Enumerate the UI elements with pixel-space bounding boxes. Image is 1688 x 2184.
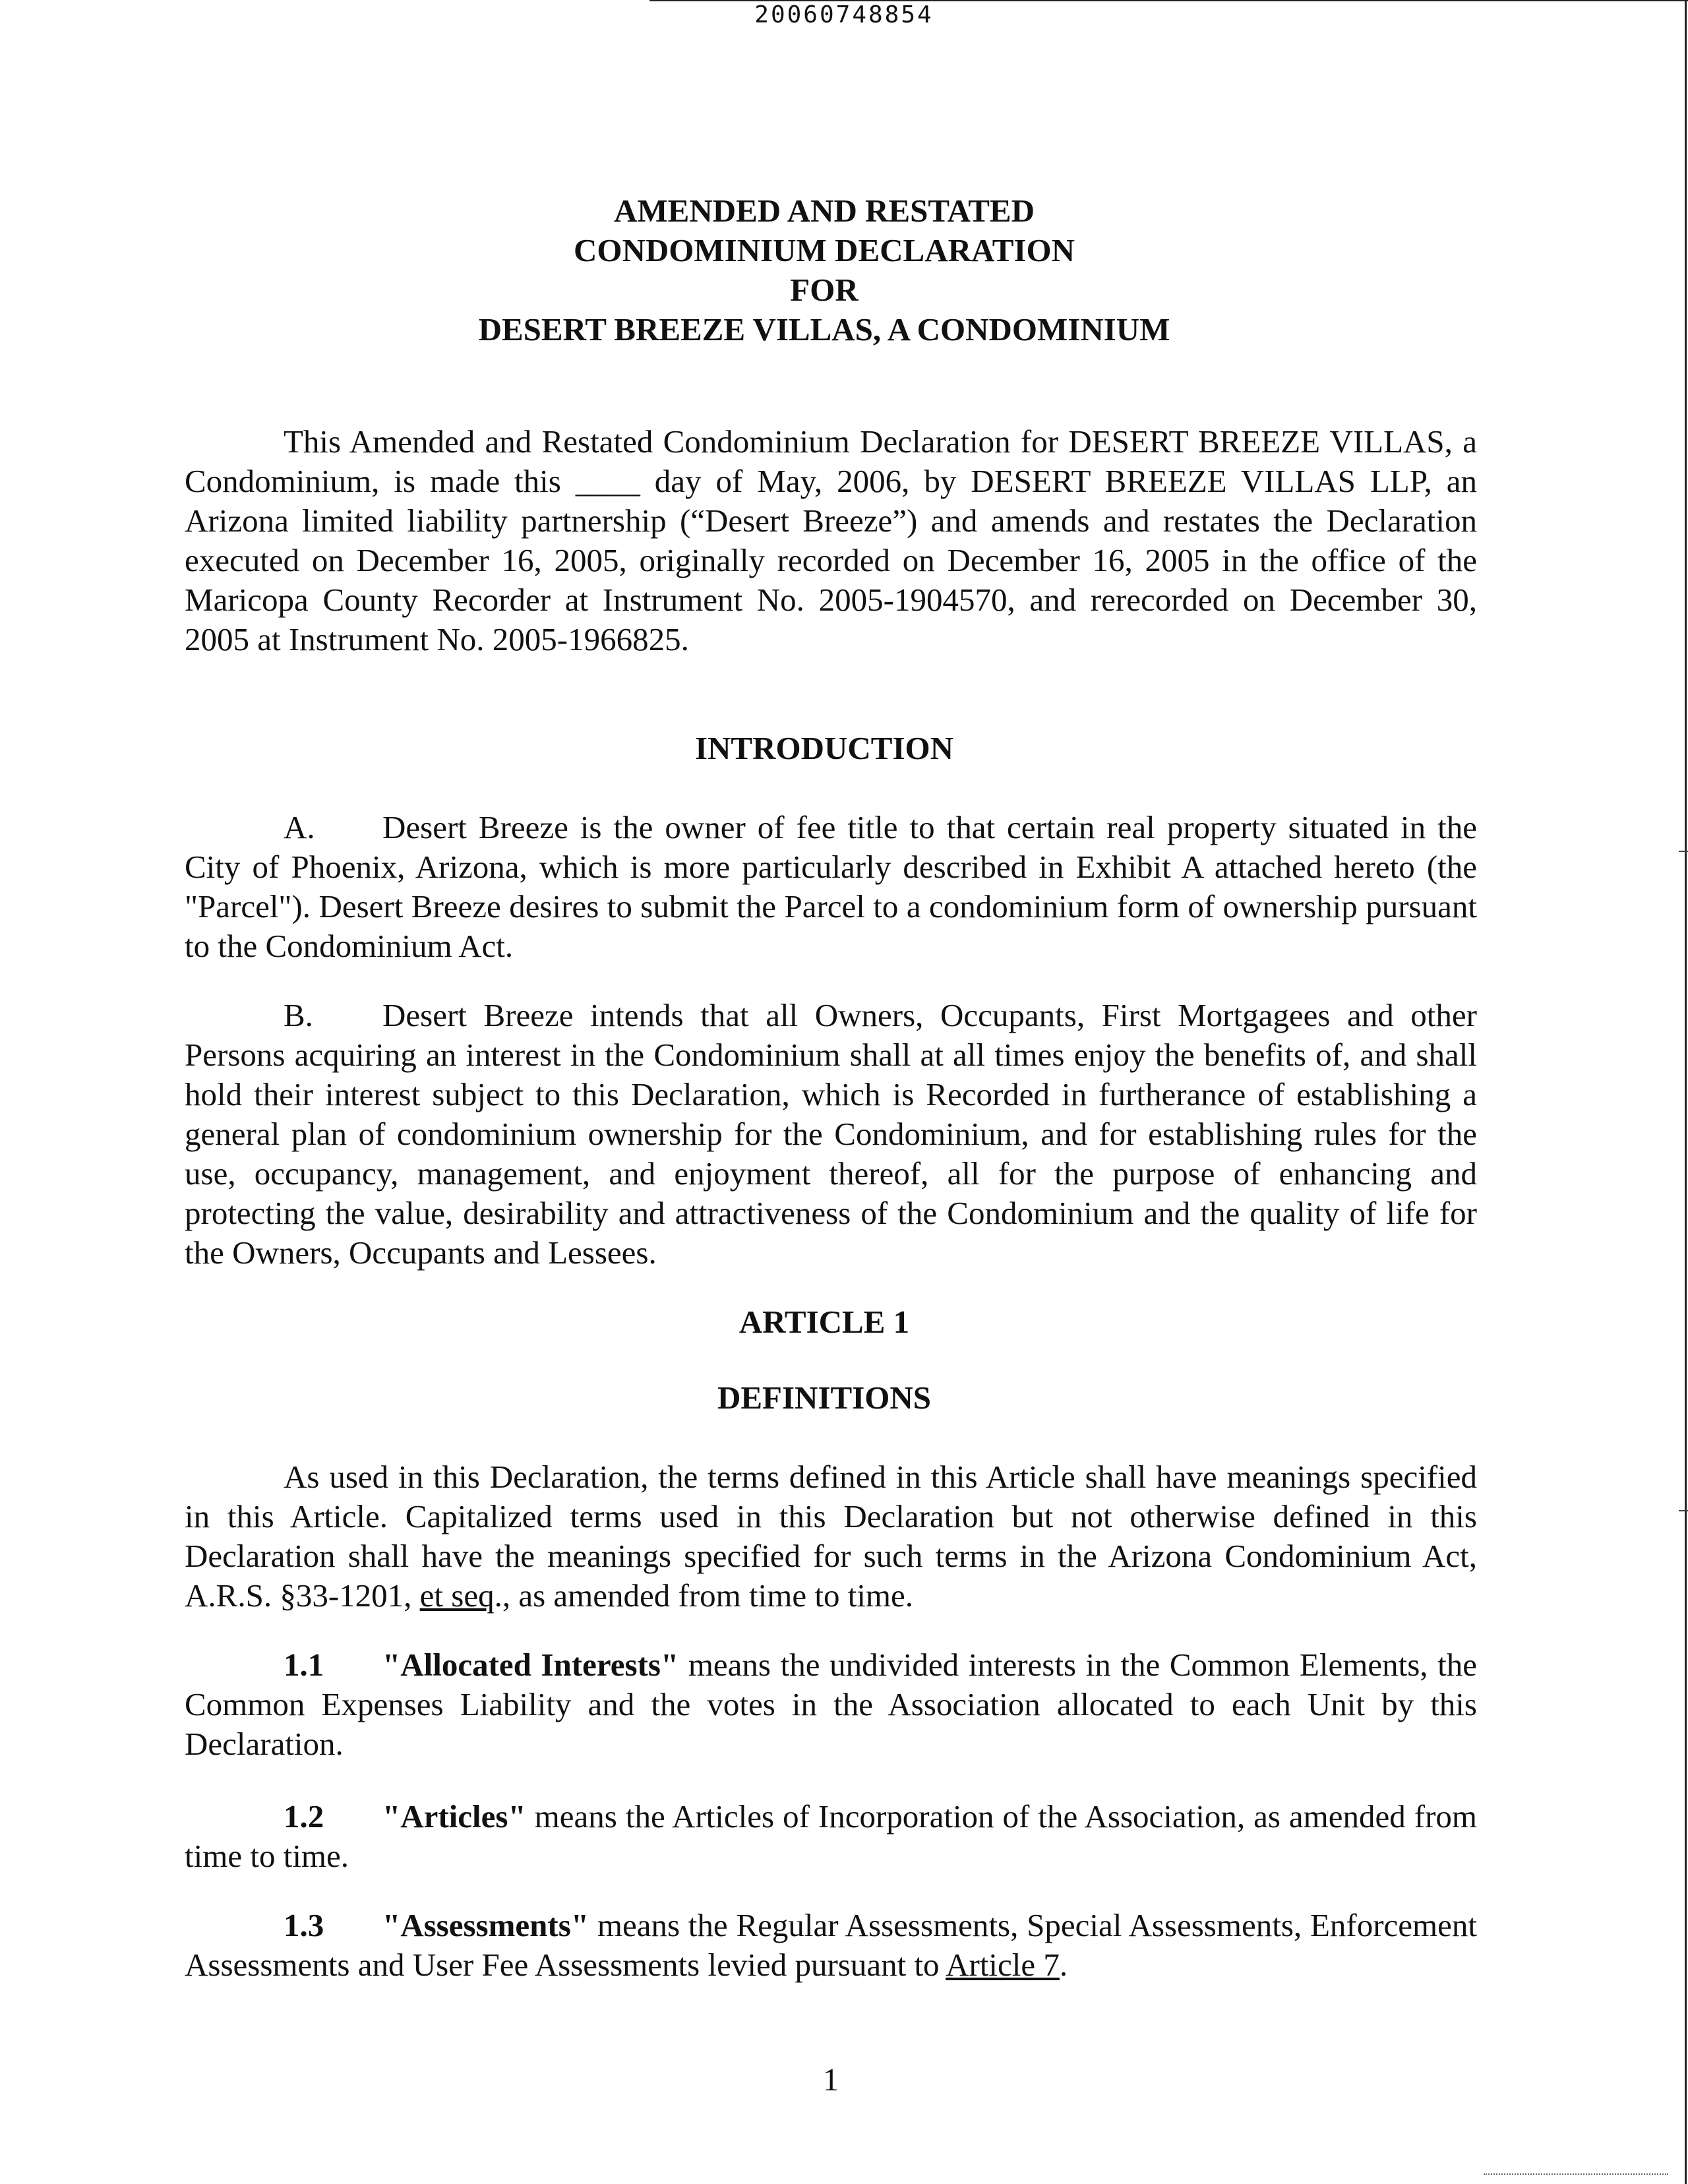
title-line: AMENDED AND RESTATED — [614, 193, 1035, 229]
page-right-border — [1685, 0, 1687, 2184]
introduction-heading: INTRODUCTION — [694, 730, 954, 766]
definition-number: 1.3 — [284, 1907, 324, 1943]
definition-end: . — [1059, 1947, 1068, 1983]
page-number: 1 — [822, 2061, 839, 2098]
definition-text: means the undivided interests in the Common Elements, the Common Expenses Liability and the votes in the Association allocated to each Unit by this Declaration. — [185, 1647, 1477, 1762]
paragraph-text: Desert Breeze is the owner of fee title to that certain real property situated in the City of Phoenix, Arizona, which is more particularly described in Exhibit A attached hereto (the "Parcel"). Desert Breeze desires to submit the Parcel to a condominium form of ownership pursuant to the Condominium Act. — [185, 809, 1477, 964]
article-subheading: DEFINITIONS — [717, 1380, 932, 1416]
definition-term: "Assessments" — [382, 1907, 589, 1943]
definition-text: means the Articles of Incorporation of the Association, as amended from time to time. — [185, 1798, 1477, 1874]
preamble-text: This Amended and Restated Condominium Declaration for DESERT BREEZE VILLAS, a Condominium, is made this ____ day of May, 2006, by DESERT BREEZE VILLAS LLP, an Arizona limited liability partnership (“Desert Breeze”) and amends and restates the Declaration executed on December 16, 2005, originally recorded on December 16, 2005 in the office of the Maricopa County Recorder at Instrument No. 2005-1904570, and rerecorded on December 30, 2005 at Instrument No. 2005-1966825. — [185, 423, 1477, 657]
margin-tick — [1679, 851, 1688, 852]
title-line: DESERT BREEZE VILLAS, A CONDOMINIUM — [478, 311, 1170, 348]
recording-number: 20060748854 — [754, 1, 934, 28]
intro-paragraph-b — [185, 996, 1477, 1273]
paragraph-label: B. — [284, 997, 313, 1033]
document-title — [0, 191, 1648, 349]
definition-number: 1.1 — [284, 1647, 324, 1683]
paragraph-text: Desert Breeze intends that all Owners, Occupants, First Mortgagees and other Persons acquiring an interest in the Condominium shall at all times enjoy the benefits of, and shall hold their interest subject to this Declaration, which is Recorded in furtherance of establishing a general plan of condominium ownership for the Condominium, and for establishing rules for the use, occupancy, management, and enjoyment thereof, all for the purpose of enhancing and protecting the value, desirability and attractiveness of the Condominium and the quality of life for the Owners, Occupants and Lessees. — [185, 997, 1477, 1271]
definition-text: means the Regular Assessments, Special Assessments, Enforcement Assessments and User Fee Assessments levied pursuant to — [185, 1907, 1478, 1983]
intro-paragraph-a — [185, 808, 1477, 966]
et-seq: et seq — [419, 1577, 495, 1614]
article-reference-link[interactable]: Article 7 — [946, 1947, 1060, 1983]
paragraph-label: A. — [284, 809, 315, 845]
bottom-dotted-line — [1484, 2173, 1668, 2175]
definitions-intro-text: As used in this Declaration, the terms defined in this Article shall have meanings specified in this Article. Capitalized terms used in this Declaration but not otherwise defined in this Declaration shall have the meanings specified for such terms in the Arizona Condominium Act, A.R.S. §33-1201, — [185, 1459, 1477, 1614]
definition-term: "Allocated Interests" — [382, 1647, 679, 1683]
definition-1-2 — [185, 1797, 1477, 1876]
article-heading: ARTICLE 1 — [738, 1304, 910, 1340]
margin-tick — [1679, 1510, 1688, 1511]
definition-1-3 — [185, 1906, 1477, 1985]
title-line: CONDOMINIUM DECLARATION — [574, 232, 1075, 268]
preamble — [185, 422, 1477, 659]
definitions-intro — [185, 1457, 1477, 1616]
definitions-intro-end: ., as amended from time to time. — [494, 1577, 914, 1614]
definition-term: "Articles" — [382, 1798, 526, 1835]
title-line: FOR — [790, 272, 859, 308]
definition-1-1 — [185, 1645, 1477, 1764]
definition-number: 1.2 — [284, 1798, 324, 1835]
